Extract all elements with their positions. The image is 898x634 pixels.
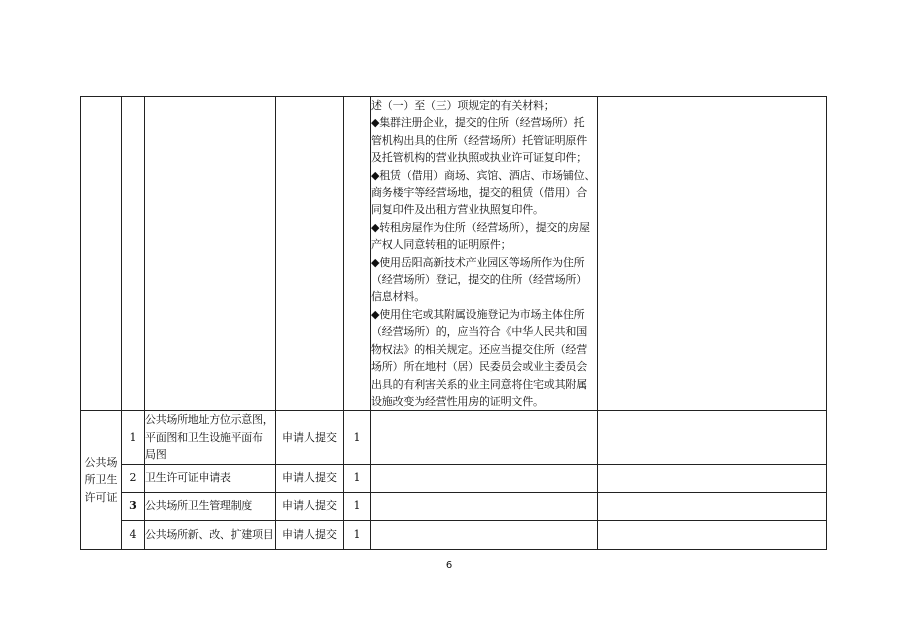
requirements-cell [371, 464, 598, 492]
item-number: 3 [122, 492, 145, 520]
item-name [145, 464, 276, 492]
requirement-line: （经营场所）登记，提交的住所（经营场所） [371, 273, 587, 287]
note-cell [598, 464, 827, 492]
table-row [81, 411, 827, 464]
num-cell [122, 97, 145, 411]
item-source: 申请人提交 [276, 520, 344, 549]
item-number: 4 [122, 520, 145, 549]
source-cell [276, 97, 344, 411]
item-name-line: 卫生许可证申请表 [145, 471, 231, 485]
requirements-cell [371, 97, 598, 411]
requirement-line: ◆租赁（借用）商场、宾馆、酒店、市场铺位、 [371, 168, 596, 182]
item-name-line: 公共场所新、改、扩建项目 [145, 527, 274, 541]
requirement-line: 物权法》的相关规定。还应当提交住所（经营 [371, 342, 587, 356]
requirements-cell [371, 492, 598, 520]
item-count: 1 [344, 411, 371, 464]
item-name [145, 492, 276, 520]
item-count: 1 [344, 520, 371, 549]
table-row [81, 520, 827, 549]
note-cell [598, 520, 827, 549]
requirement-line: ◆转租房屋作为住所（经营场所），提交的房屋 [371, 220, 590, 234]
item-number: 1 [122, 411, 145, 464]
item-name [145, 411, 276, 464]
item-name-line: 公共场所卫生管理制度 [145, 499, 252, 513]
materials-table [80, 96, 827, 550]
requirement-line: 产权人同意转租的证明原件； [371, 238, 512, 252]
table-row [81, 97, 827, 411]
note-cell [598, 492, 827, 520]
item-name [145, 520, 276, 549]
requirements-cell [371, 520, 598, 549]
note-cell [598, 97, 827, 411]
requirement-line: 述（一）至（三）项规定的有关材料； [371, 99, 555, 112]
note-cell [598, 411, 827, 464]
table-row [81, 464, 827, 492]
page-number: 6 [445, 560, 453, 571]
requirement-line: 场所）所在地村（居）民委员会或业主委员会 [371, 360, 587, 374]
group-cell [81, 97, 122, 411]
item-source: 申请人提交 [276, 411, 344, 464]
requirement-line: 及托管机构的营业执照或执业许可证复印件； [371, 151, 587, 165]
item-source: 申请人提交 [276, 464, 344, 492]
name-cell [145, 97, 276, 411]
requirement-line: 商务楼宇等经营场地，提交的租赁（借用）合 [371, 186, 587, 200]
item-count: 1 [344, 492, 371, 520]
item-name-line: 平面图和卫生设施平面布 [145, 430, 263, 444]
requirement-line: ◆使用岳阳高新技术产业园区等场所作为住所 [371, 255, 585, 269]
requirement-line: 出具的有利害关系的业主同意将住宅或其附属 [371, 377, 587, 391]
table-row [81, 492, 827, 520]
requirement-line: 同复印件及出租方营业执照复印件。 [371, 203, 544, 217]
item-source: 申请人提交 [276, 492, 344, 520]
item-number: 2 [122, 464, 145, 492]
group-name-line: 公共场 [84, 455, 118, 469]
requirement-line: 设施改变为经营性用房的证明文件。 [371, 394, 544, 408]
count-cell [344, 97, 371, 411]
item-name-line: 局图 [145, 448, 167, 462]
requirement-line: ◆使用住宅或其附属设施登记为市场主体住所 [371, 307, 585, 321]
group-name-line: 许可证 [84, 490, 118, 504]
requirement-line: ◆集群注册企业，提交的住所（经营场所）托 [371, 116, 585, 130]
requirements-cell [371, 411, 598, 464]
group-name-cell [81, 411, 122, 549]
requirement-line: 管机构出具的住所（经营场所）托管证明原件 [371, 133, 587, 147]
item-name-line: 公共场所地址方位示意图， [145, 413, 274, 427]
group-name-line: 所卫生 [84, 473, 118, 487]
item-count: 1 [344, 464, 371, 492]
requirement-line: 信息材料。 [371, 290, 425, 304]
requirement-line: （经营场所）的，应当符合《中华人民共和国 [371, 325, 587, 339]
